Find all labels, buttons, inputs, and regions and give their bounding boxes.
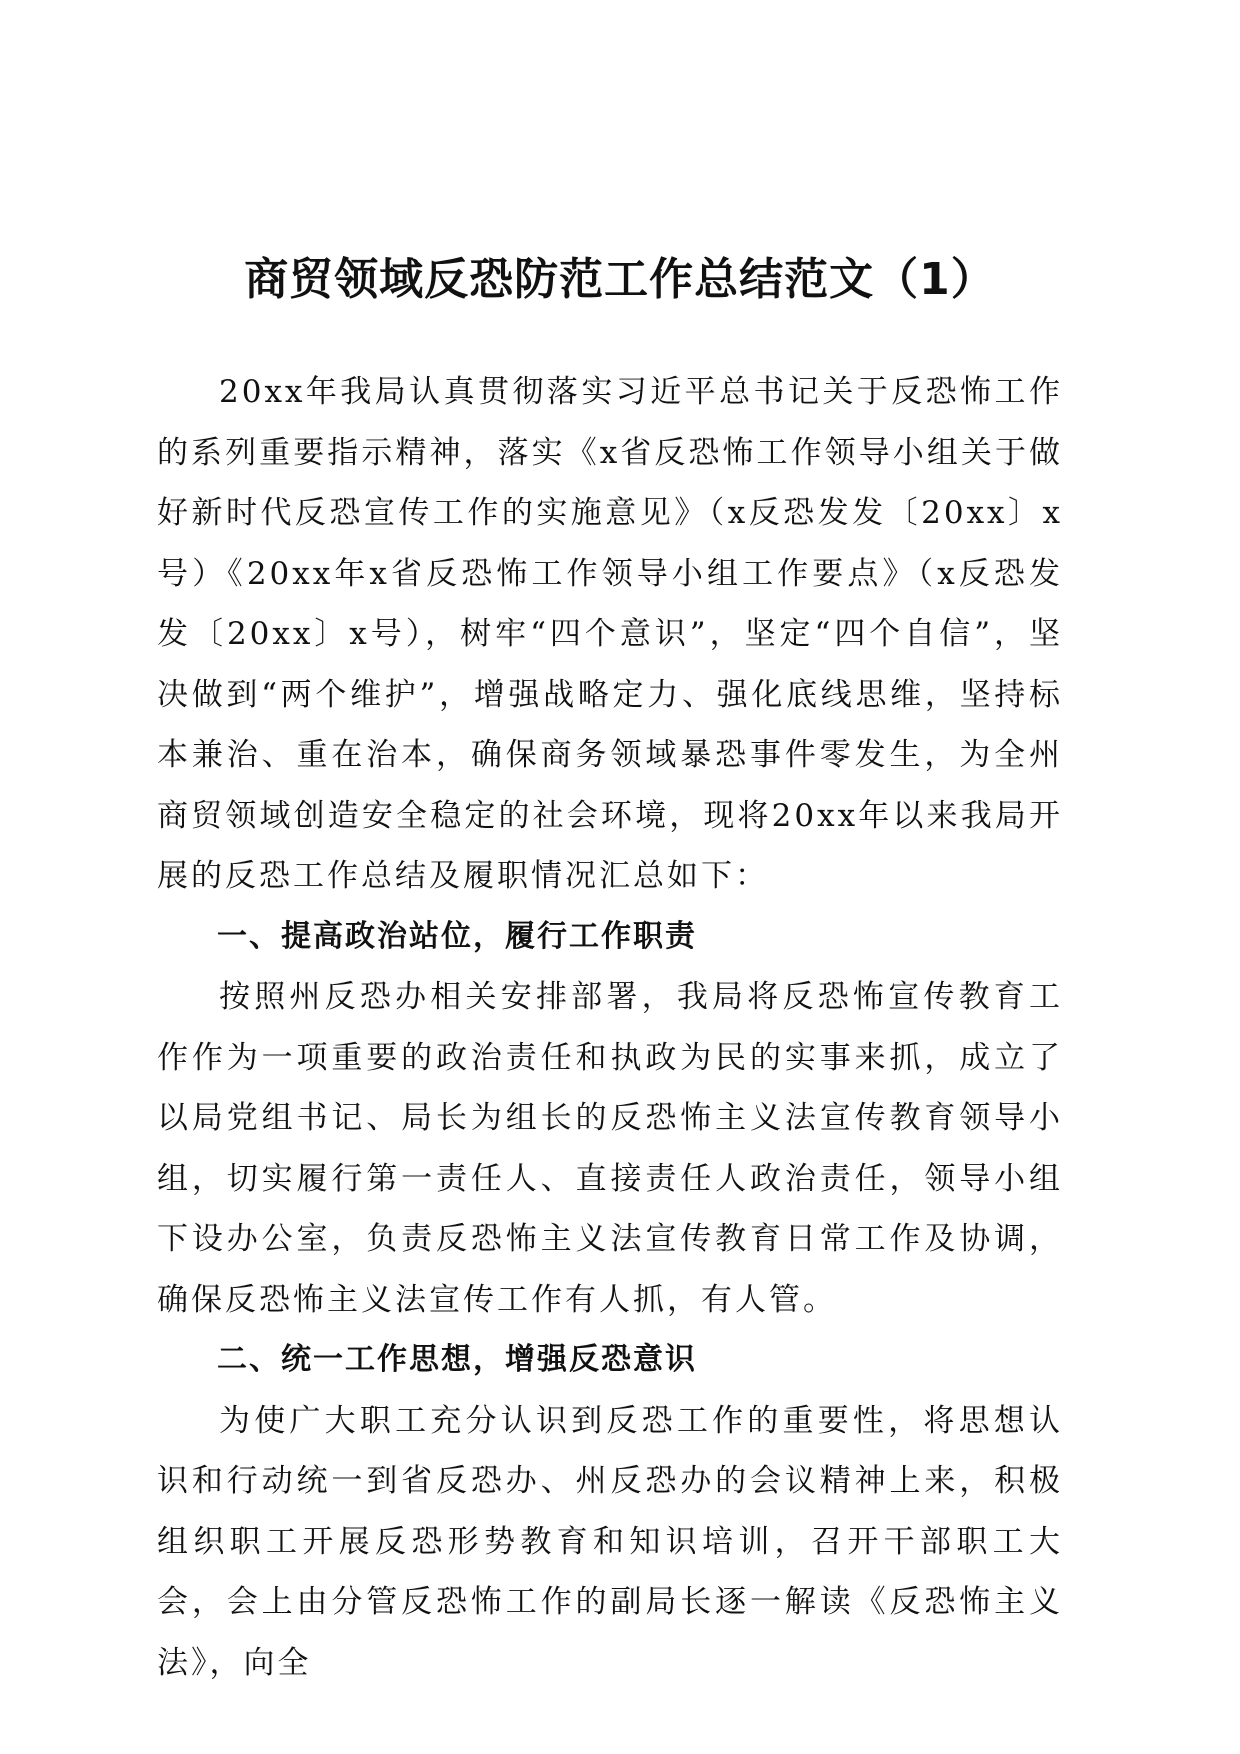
section-heading-2: 二、统一工作思想，增强反恐意识 [217, 1342, 697, 1377]
document-body [157, 362, 1063, 1693]
document-title: 商贸领域反恐防范工作总结范文（1） [244, 254, 996, 305]
section-paragraph-2: 为使广大职工充分认识到反恐工作的重要性，将思想认识和行动统一到省反恐办、州反恐办的会议精神上来，积极组织职工开展反恐形势教育和知识培训，召开干部职工大会，会上由分管反恐怖工作的副局长逐一解读《反恐怖主义法》，向全 [157, 1402, 1063, 1681]
intro-paragraph: 20xx年我局认真贯彻落实习近平总书记关于反恐怖工作的系列重要指示精神，落实《x省反恐怖工作领导小组关于做好新时代反恐宣传工作的实施意见》（x反恐发发〔20xx〕x号）《20xx年x省反恐怖工作领导小组工作要点》（x反恐发发〔20xx〕x号），树牢“四个意识”，坚定“四个自信”，坚决做到“两个维护”，增强战略定力、强化底线思维，坚持标本兼治、重在治本，确保商务领域暴恐事件零发生，为全州商贸领域创造安全稳定的社会环境，现将20xx年以来我局开展的反恐工作总结及履职情况汇总如下： [157, 374, 1063, 894]
section-heading-1: 一、提高政治站位，履行工作职责 [217, 918, 697, 954]
section-paragraph-1: 按照州反恐办相关安排部署，我局将反恐怖宣传教育工作作为一项重要的政治责任和执政为民的实事来抓，成立了以局党组书记、局长为组长的反恐怖主义法宣传教育领导小组，切实履行第一责任人、直接责任人政治责任，领导小组下设办公室，负责反恐怖主义法宣传教育日常工作及协调，确保反恐怖主义法宣传工作有人抓，有人管。 [157, 979, 1063, 1318]
